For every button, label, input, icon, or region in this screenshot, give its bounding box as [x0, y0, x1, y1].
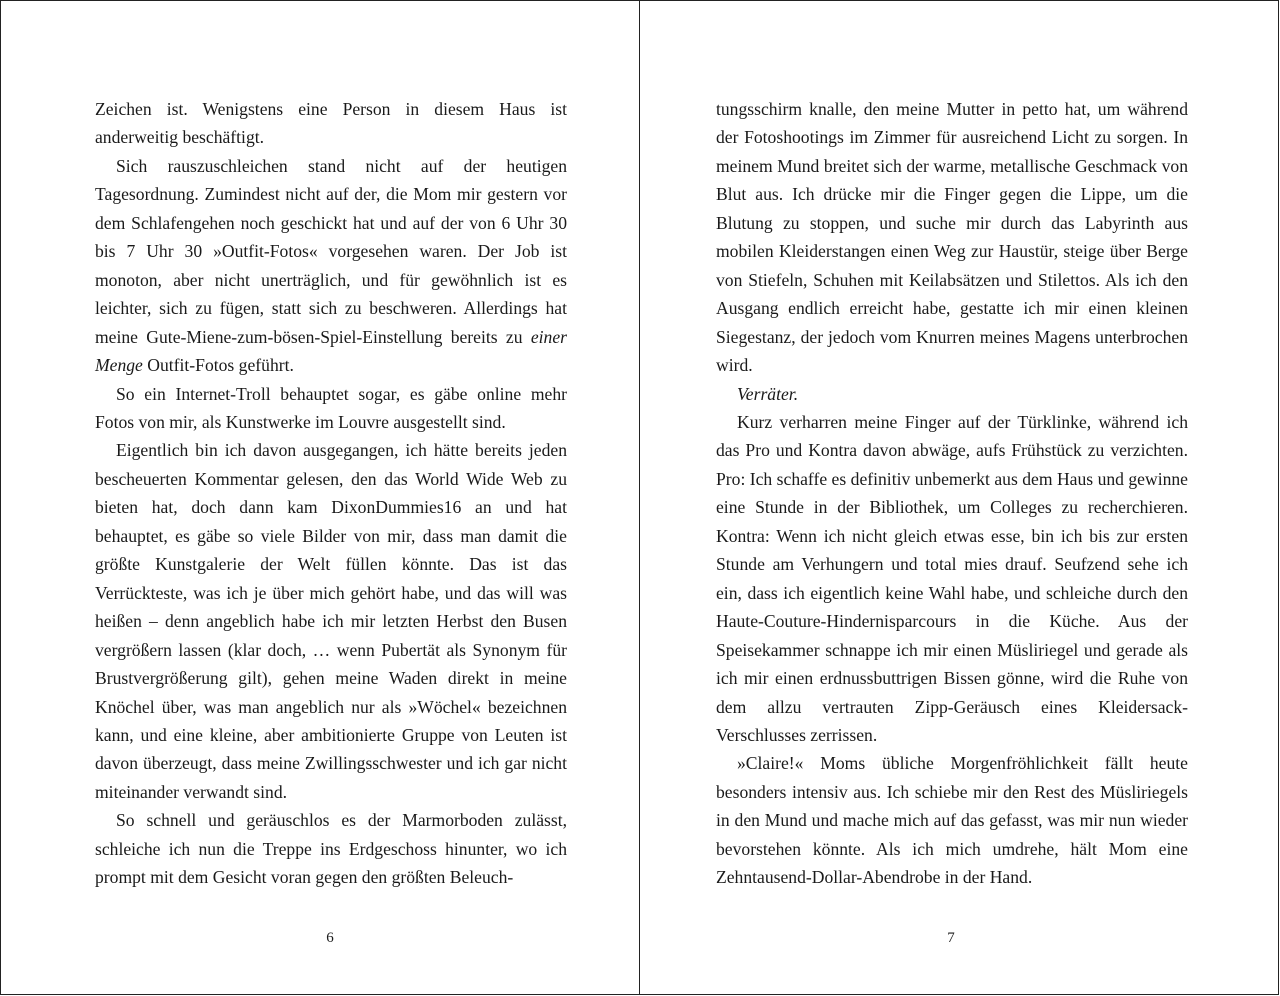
left-page-body — [95, 95, 567, 892]
paragraph-text: Sich rauszuschleichen stand nicht auf der heutigen Tagesordnung. Zumindest nicht auf der, die Mom mir gestern vor dem Schlafengehen noch geschickt hat und auf der von 6 Uhr 30 bis 7 Uhr 30 »Outfit-Fotos« vorgesehen waren. Der Job ist monoton, aber nicht unerträglich, und für gewöhnlich ist es leichter, sich zu fügen, statt sich zu beschweren. Allerdings hat meine Gute-Miene-zum-bösen-Spiel-Einstellung bereits zu — [95, 155, 567, 347]
page-gutter-divider — [639, 0, 640, 995]
page-number: 7 — [947, 930, 955, 946]
paragraph-text: Outfit-Fotos geführt. — [147, 355, 294, 376]
paragraph: tungsschirm knalle, den meine Mutter in petto hat, um während der Fotoshootings im Zimmer für ausreichend Licht zu sorgen. In meinem Mund breitet sich der warme, metallische Geschmack von Blut aus. Ich drücke mir die Finger gegen die Lippe, um die Blutung zu stoppen, und suche mir durch das Labyrinth aus mobilen Kleiderstangen einen Weg zur Haustür, steige über Berge von Stiefeln, Schuhen mit Keilabsätzen und Stilettos. Als ich den Ausgang endlich erreicht habe, gestatte ich mir einen kleinen Siegestanz, der jedoch vom Knurren meines Magens unterbrochen wird. — [716, 99, 1188, 376]
right-page-body — [716, 95, 1188, 892]
paragraph: »Claire!« Moms übliche Morgenfröhlichkeit fällt heute besonders intensiv aus. Ich schiebe mir den Rest des Müsliriegels in den Mund und mache mich auf das gefasst, was mir nun wieder bevorstehen könnte. Als ich mich umdrehe, hält Mom eine Zehntausend-Dollar-Abendrobe in der Hand. — [716, 753, 1188, 888]
paragraph: So ein Internet-Troll behauptet sogar, es gäbe online mehr Fotos von mir, als Kunstwerke im Louvre ausgestellt sind. — [95, 383, 567, 432]
paragraph: Zeichen ist. Wenigstens eine Person in diesem Haus ist anderweitig beschäftigt. — [95, 99, 567, 148]
paragraph: Eigentlich bin ich davon ausgegangen, ich hätte bereits jeden bescheuerten Kommentar gelesen, den das World Wide Web zu bieten hat, doch dann kam DixonDummies16 an und hat behauptet, es gäbe so viele Bilder von mir, dass man damit die größte Kunstgalerie der Welt füllen könnte. Das ist das Verrückteste, was ich je über mich gehört habe, und das will was heißen – denn angeblich habe ich mir letzten Herbst den Busen vergrößern lassen (klar doch, … wenn Pubertät als Synonym für Brustvergrößerung gilt), gehen meine Waden direkt in meine Knöchel über, was man angeblich nur als »Wöchel« bezeichnen kann, und eine kleine, aber ambitionierte Gruppe von Leuten ist davon überzeugt, dass meine Zwillingsschwester und ich gar nicht miteinander verwandt sind. — [95, 440, 567, 802]
page-number: 6 — [326, 930, 334, 946]
emphasis-text: Verräter. — [737, 383, 799, 404]
paragraph: Kurz verharren meine Finger auf der Türklinke, während ich das Pro und Kontra davon abwäge, aufs Frühstück zu verzichten. Pro: Ich schaffe es definitiv unbemerkt aus dem Haus und gewinne eine Stunde in der Bibliothek, um Colleges zu recherchieren. Kontra: Wenn ich nicht gleich etwas esse, bin ich bis zur ersten Stunde am Verhungern und total mies drauf. Seufzend sehe ich ein, dass ich eigentlich keine Wahl habe, und schleiche durch den Haute-Couture-Hindernisparcours in die Küche. Aus der Speisekammer schnappe ich mir einen Müsliriegel und gerade als ich mir einen erdnussbuttrigen Bissen gönne, wird die Ruhe von dem allzu vertrauten Zipp-Geräusch eines Kleidersack-Verschlusses zerrissen. — [716, 411, 1188, 745]
emphasis-text: einer Menge — [95, 326, 567, 376]
paragraph: So schnell und geräuschlos es der Marmorboden zulässt, schleiche ich nun die Treppe ins Erdgeschoss hinunter, wo ich prompt mit dem Gesicht voran gegen den größten Beleuch- — [95, 810, 567, 888]
paragraph — [716, 380, 1188, 408]
paragraph — [95, 152, 567, 380]
